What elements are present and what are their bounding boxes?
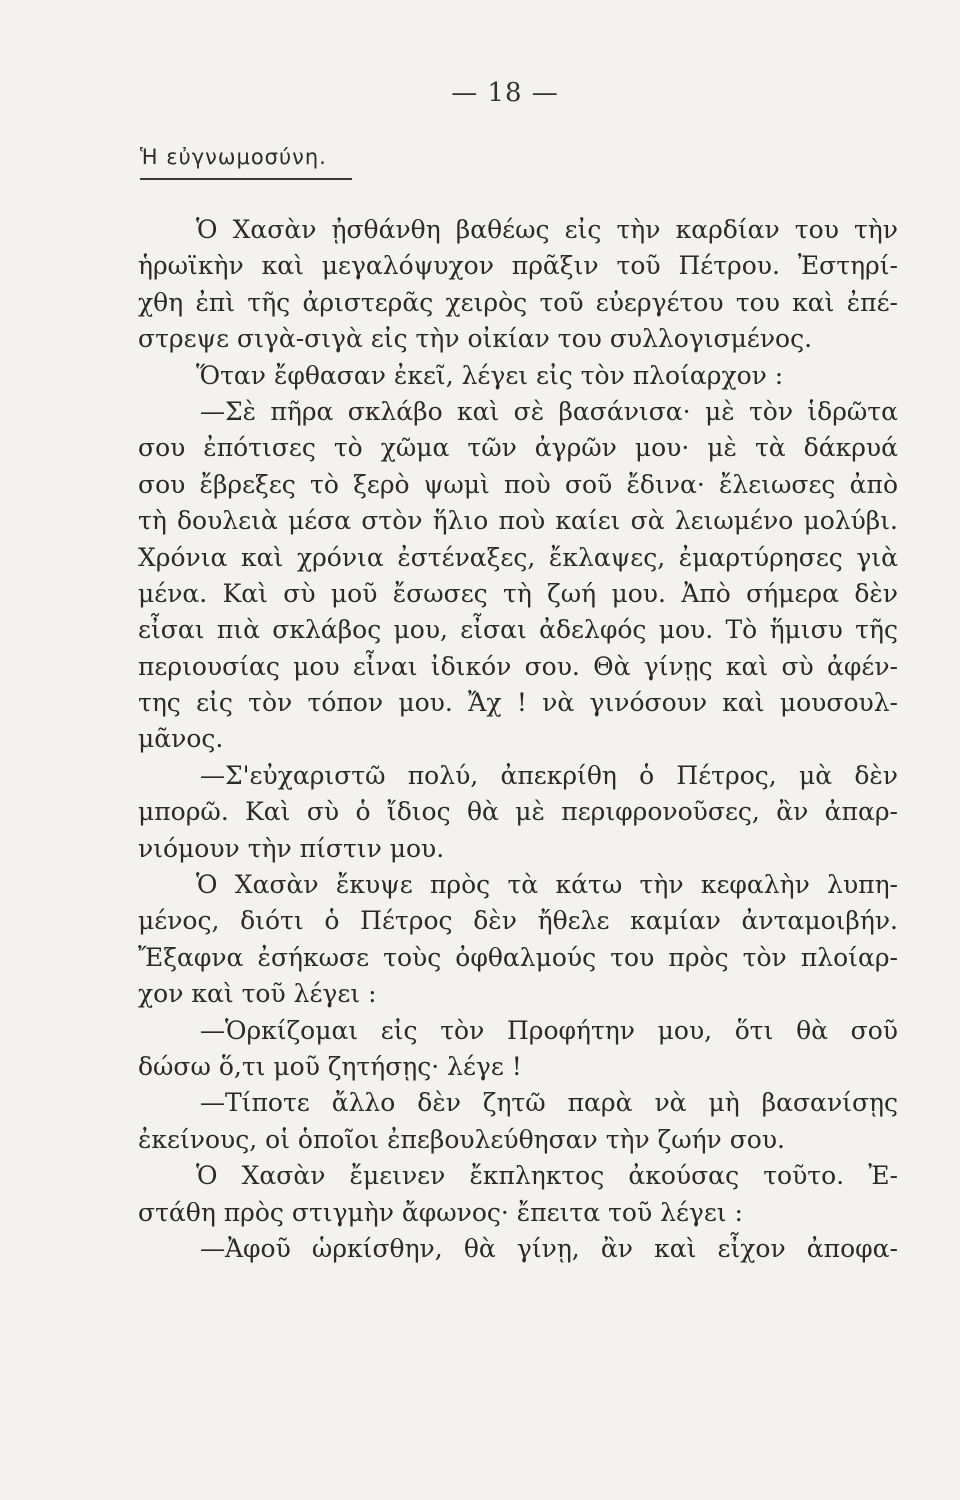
text-line: στρεψε σιγὰ-σιγὰ εἰς τὴν οἰκίαν του συλλογισμένος.: [138, 324, 813, 354]
text-line: μᾶνος.: [138, 724, 224, 754]
text-line: —Σ'εὐχαριστῶ πολύ, ἀπεκρίθη ὁ Πέτρος, μὰ δὲν: [200, 760, 898, 790]
text-line: ἐκείνους, οἱ ὁποῖοι ἐπεβουλεύθησαν τὴν ζωήν σου.: [138, 1124, 785, 1154]
text-line: στάθη πρὸς στιγμὴν ἄφωνος· ἔπειτα τοῦ λέγει :: [138, 1197, 743, 1227]
text-line: μένος, διότι ὁ Πέτρος δὲν ἤθελε καμίαν ἀνταμοιβήν.: [138, 906, 898, 936]
text-line: χθη ἐπὶ τῆς ἀριστερᾶς χειρὸς τοῦ εὐεργέτου του καὶ ἐπέ-: [138, 287, 898, 317]
text-line: τὴ δουλειὰ μέσα στὸν ἥλιο ποὺ καίει σὰ λειωμένο μολύβι.: [138, 506, 898, 536]
text-line: δώσω ὅ,τι μοῦ ζητήσῃς· λέγε !: [138, 1051, 522, 1081]
text-line: Ὅταν ἔφθασαν ἐκεῖ, λέγει εἰς τὸν πλοίαρχον :: [196, 360, 784, 390]
text-line: —Σὲ πῆρα σκλάβο καὶ σὲ βασάνισα· μὲ τὸν ἱδρῶτα: [200, 396, 898, 426]
text-line: νιόμουν τὴν πίστιν μου.: [138, 833, 445, 863]
body-text: [138, 212, 898, 1267]
text-line: —Ὁρκίζομαι εἰς τὸν Προφήτην μου, ὅτι θὰ σοῦ: [200, 1015, 898, 1045]
title-underline: [140, 178, 352, 180]
text-line: σου ἔβρεξες τὸ ξερὸ ψωμὶ ποὺ σοῦ ἔδινα· ἔλειωσες ἀπὸ: [138, 469, 898, 499]
text-line: Ἔξαφνα ἐσήκωσε τοὺς ὀφθαλμούς του πρὸς τὸν πλοίαρ-: [138, 942, 898, 972]
text-line: εἶσαι πιὰ σκλάβος μου, εἶσαι ἀδελφός μου. Τὸ ἥμισυ τῆς: [138, 615, 898, 645]
text-line: σου ἐπότισες τὸ χῶμα τῶν ἀγρῶν μου· μὲ τὰ δάκρυά: [138, 433, 898, 463]
text-line: —Ἀφοῦ ὡρκίσθην, θὰ γίνῃ, ἂν καὶ εἶχον ἀποφα-: [200, 1233, 898, 1263]
text-line: ἡρωϊκὴν καὶ μεγαλόψυχον πρᾶξιν τοῦ Πέτρου. Ἐστηρί-: [138, 251, 898, 281]
text-line: της εἰς τὸν τόπον μου. Ἄχ ! νὰ γινόσουν καὶ μουσουλ-: [138, 688, 898, 718]
text-line: μένα. Καὶ σὺ μοῦ ἔσωσες τὴ ζωή μου. Ἀπὸ σήμερα δὲν: [138, 578, 898, 608]
text-line: περιουσίας μου εἶναι ἰδικόν σου. Θὰ γίνῃς καὶ σὺ ἀφέν-: [138, 651, 898, 681]
text-line: Ὁ Χασὰν ἔμεινεν ἔκπληκτος ἀκούσας τοῦτο. Ἐ-: [196, 1161, 898, 1191]
text-line: —Τίποτε ἄλλο δὲν ζητῶ παρὰ νὰ μὴ βασανίσῃς: [200, 1088, 898, 1118]
text-line: Ὁ Χασὰν ᾐσθάνθη βαθέως εἰς τὴν καρδίαν του τὴν: [196, 215, 898, 244]
section-title: Ἡ εὐγνωμοσύνη.: [140, 145, 327, 169]
text-line: χον καὶ τοῦ λέγει :: [138, 979, 377, 1009]
text-line: μπορῶ. Καὶ σὺ ὁ ἴδιος θὰ μὲ περιφρονοῦσες, ἂν ἀπαρ-: [138, 797, 898, 827]
text-line: Χρόνια καὶ χρόνια ἐστέναξες, ἔκλαψες, ἐμαρτύρησες γιὰ: [138, 542, 898, 572]
page-number: — 18 —: [451, 78, 559, 108]
text-line: Ὁ Χασὰν ἔκυψε πρὸς τὰ κάτω τὴν κεφαλὴν λυπη-: [196, 870, 898, 900]
